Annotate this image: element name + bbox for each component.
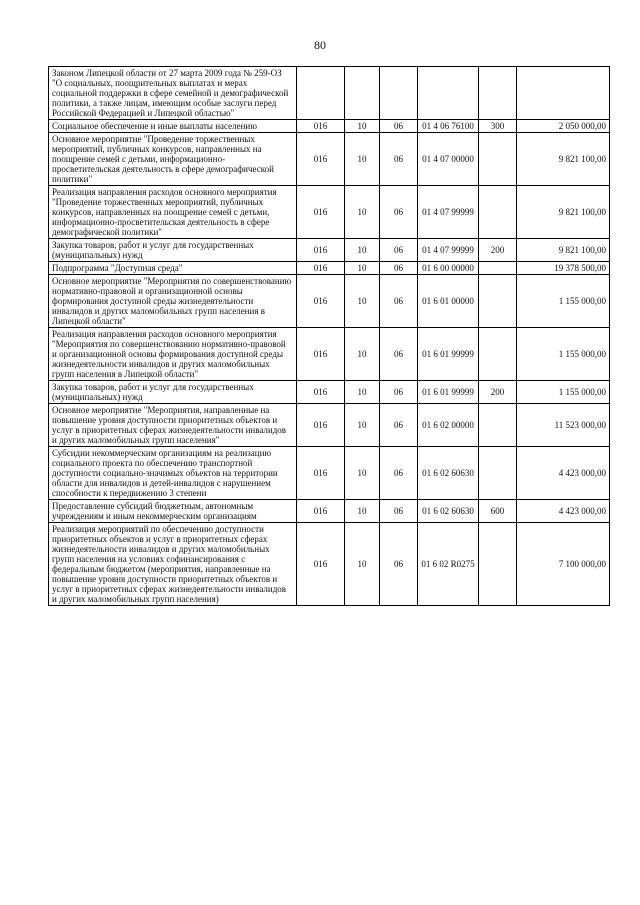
- cell-subsection: 06: [380, 120, 418, 133]
- cell-sum: 4 423 000,00: [517, 447, 610, 500]
- cell-article: 01 6 02 R0275: [418, 523, 479, 606]
- cell-sum: 2 050 000,00: [517, 120, 610, 133]
- cell-sum: 4 423 000,00: [517, 500, 610, 523]
- cell-name: Законом Липецкой области от 27 марта 2009 года № 259-ОЗ "О социальных, поощрительных выплатах и мерах социальной поддержки в сфере семейной и демографической политики, а также лицам, имеющим особые заслуги перед Российской Федерацией и Липецкой областью": [49, 67, 297, 120]
- cell-ministry: 016: [297, 186, 345, 239]
- cell-ministry: 016: [297, 404, 345, 447]
- cell-subsection: 06: [380, 447, 418, 500]
- cell-name: Предоставление субсидий бюджетным, автономным учреждениям и иным некоммерческим организациям: [49, 500, 297, 523]
- cell-section: 10: [345, 381, 380, 404]
- cell-ministry: 016: [297, 447, 345, 500]
- cell-ministry: 016: [297, 262, 345, 275]
- cell-subsection: 06: [380, 262, 418, 275]
- cell-name: Основное мероприятие "Проведение торжественных мероприятий, публичных конкурсов, направленных на поощрение семей с детьми, информационно-просветительская деятельность в сфере демографической политики": [49, 133, 297, 186]
- cell-ministry: 016: [297, 523, 345, 606]
- cell-sum: 1 155 000,00: [517, 275, 610, 328]
- cell-subsection: 06: [380, 328, 418, 381]
- cell-article: 01 6 01 99999: [418, 381, 479, 404]
- cell-article: 01 6 02 60630: [418, 500, 479, 523]
- cell-article: [418, 67, 479, 120]
- table-row: [49, 381, 610, 404]
- cell-expense-kind: [479, 275, 517, 328]
- cell-name: Основное мероприятие "Мероприятия по совершенствованию нормативно-правовой и организационной основы формирования доступной среды жизнедеятельности инвалидов и других маломобильных групп населения в Липецкой области": [49, 275, 297, 328]
- cell-subsection: 06: [380, 133, 418, 186]
- cell-name: Реализация направления расходов основного мероприятия "Проведение торжественных мероприятий, публичных конкурсов, направленных на поощрение семей с детьми, информационно-просветительская деятельность в сфере демографической политики": [49, 186, 297, 239]
- cell-expense-kind: 300: [479, 120, 517, 133]
- cell-section: 10: [345, 262, 380, 275]
- cell-name: Реализация мероприятий по обеспечению доступности приоритетных объектов и услуг в приоритетных сферах жизнедеятельности инвалидов и других маломобильных групп населения на условиях софинансирования с федеральным бюджетом (мероприятия, направленные на повышение уровня доступности приоритетных объектов и услуг в приоритетных сферах жизнедеятельности инвалидов и других маломобильных групп населения): [49, 523, 297, 606]
- cell-section: 10: [345, 120, 380, 133]
- cell-section: [345, 67, 380, 120]
- cell-name: Субсидии некоммерческим организациям на реализацию социального проекта по обеспечению транспортной доступности социально-значимых объектов на территории области для инвалидов и детей-инвалидов с нарушением способности к передвижению 3 степени: [49, 447, 297, 500]
- cell-article: 01 6 02 60630: [418, 447, 479, 500]
- table-row: [49, 275, 610, 328]
- cell-name: Закупка товаров, работ и услуг для государственных (муниципальных) нужд: [49, 239, 297, 262]
- cell-name: Социальное обеспечение и иные выплаты населению: [49, 120, 297, 133]
- table-row: [49, 404, 610, 447]
- cell-article: 01 6 01 99999: [418, 328, 479, 381]
- cell-subsection: 06: [380, 381, 418, 404]
- cell-name: Закупка товаров, работ и услуг для государственных (муниципальных) нужд: [49, 381, 297, 404]
- table-row: [49, 133, 610, 186]
- cell-expense-kind: [479, 523, 517, 606]
- cell-subsection: 06: [380, 239, 418, 262]
- cell-expense-kind: 200: [479, 381, 517, 404]
- cell-section: 10: [345, 447, 380, 500]
- cell-expense-kind: 600: [479, 500, 517, 523]
- table-row: [49, 500, 610, 523]
- cell-section: 10: [345, 523, 380, 606]
- cell-ministry: 016: [297, 381, 345, 404]
- cell-article: 01 6 01 00000: [418, 275, 479, 328]
- cell-expense-kind: [479, 404, 517, 447]
- cell-name: Основное мероприятие "Мероприятия, направленные на повышение уровня доступности приоритетных объектов и услуг в приоритетных сферах жизнедеятельности инвалидов и других маломобильных групп населения": [49, 404, 297, 447]
- cell-sum: 19 378 500,00: [517, 262, 610, 275]
- table-row: [49, 262, 610, 275]
- table-row: [49, 328, 610, 381]
- cell-sum: 9 821 100,00: [517, 239, 610, 262]
- cell-expense-kind: [479, 186, 517, 239]
- cell-sum: 9 821 100,00: [517, 186, 610, 239]
- cell-section: 10: [345, 275, 380, 328]
- cell-sum: 1 155 000,00: [517, 381, 610, 404]
- cell-ministry: 016: [297, 328, 345, 381]
- cell-article: 01 4 06 76100: [418, 120, 479, 133]
- cell-subsection: [380, 67, 418, 120]
- cell-ministry: 016: [297, 120, 345, 133]
- cell-expense-kind: [479, 67, 517, 120]
- table-row: [49, 67, 610, 120]
- cell-ministry: [297, 67, 345, 120]
- table-row: [49, 120, 610, 133]
- cell-sum: 9 821 100,00: [517, 133, 610, 186]
- cell-section: 10: [345, 186, 380, 239]
- cell-expense-kind: 200: [479, 239, 517, 262]
- cell-section: 10: [345, 133, 380, 186]
- table-row: [49, 186, 610, 239]
- cell-subsection: 06: [380, 186, 418, 239]
- cell-article: 01 4 07 99999: [418, 239, 479, 262]
- table-body: [49, 67, 610, 606]
- cell-name: Реализация направления расходов основного мероприятия "Мероприятия по совершенствованию нормативно-правовой и организационной основы формирования доступной среды жизнедеятельности инвалидов и других маломобильных групп населения в Липецкой области": [49, 328, 297, 381]
- cell-subsection: 06: [380, 404, 418, 447]
- cell-article: 01 6 00 00000: [418, 262, 479, 275]
- table-row: [49, 239, 610, 262]
- cell-name: Подпрограмма "Доступная среда": [49, 262, 297, 275]
- cell-subsection: 06: [380, 275, 418, 328]
- cell-expense-kind: [479, 447, 517, 500]
- cell-subsection: 06: [380, 500, 418, 523]
- cell-sum: [517, 67, 610, 120]
- cell-ministry: 016: [297, 133, 345, 186]
- table-row: [49, 447, 610, 500]
- cell-sum: 7 100 000,00: [517, 523, 610, 606]
- cell-expense-kind: [479, 133, 517, 186]
- cell-article: 01 4 07 99999: [418, 186, 479, 239]
- page-number: 80: [314, 38, 326, 52]
- cell-section: 10: [345, 328, 380, 381]
- cell-expense-kind: [479, 328, 517, 381]
- cell-ministry: 016: [297, 500, 345, 523]
- cell-subsection: 06: [380, 523, 418, 606]
- table-row: [49, 523, 610, 606]
- cell-section: 10: [345, 500, 380, 523]
- budget-table: [48, 66, 610, 606]
- cell-article: 01 4 07 00000: [418, 133, 479, 186]
- cell-sum: 11 523 000,00: [517, 404, 610, 447]
- cell-sum: 1 155 000,00: [517, 328, 610, 381]
- cell-ministry: 016: [297, 239, 345, 262]
- cell-section: 10: [345, 404, 380, 447]
- cell-article: 01 6 02 00000: [418, 404, 479, 447]
- cell-expense-kind: [479, 262, 517, 275]
- cell-ministry: 016: [297, 275, 345, 328]
- cell-section: 10: [345, 239, 380, 262]
